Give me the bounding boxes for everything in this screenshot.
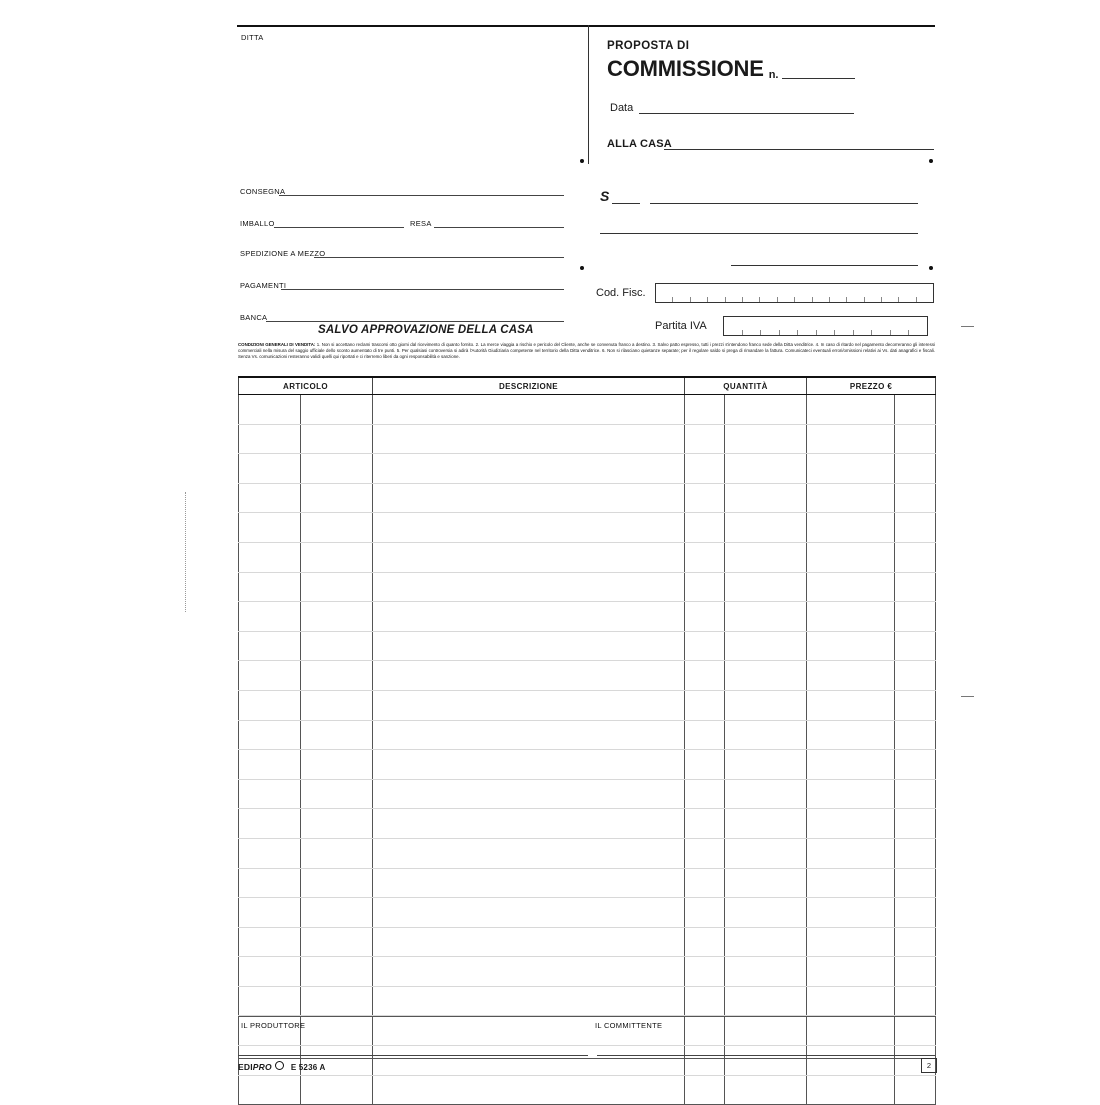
table-cell-prezzo[interactable] [807, 395, 895, 425]
table-cell-prezzo[interactable] [807, 690, 895, 720]
table-cell-quantita[interactable] [725, 513, 807, 543]
table-cell-quantita[interactable] [725, 395, 807, 425]
table-cell-prezzo-dec[interactable] [895, 690, 936, 720]
data-label: Data [610, 102, 634, 114]
table-cell-descrizione[interactable] [373, 542, 685, 572]
table-cell-quantita-unit[interactable] [685, 690, 725, 720]
table-cell-quantita-unit[interactable] [685, 957, 725, 987]
table-cell-descrizione[interactable] [373, 1075, 685, 1105]
table-cell-articolo-code[interactable] [239, 720, 301, 750]
table-cell-prezzo[interactable] [807, 750, 895, 780]
brand-circle-icon [275, 1061, 284, 1070]
table-cell-descrizione[interactable] [373, 927, 685, 957]
table-cell-prezzo-dec[interactable] [895, 898, 936, 928]
table-cell-prezzo[interactable] [807, 631, 895, 661]
brand-code: E 5236 A [290, 1063, 326, 1072]
alignment-tick-upper [961, 326, 974, 327]
alignment-tick-lower [961, 696, 974, 697]
table-cell-descrizione[interactable] [373, 661, 685, 691]
table-cell-quantita-unit[interactable] [685, 602, 725, 632]
salvo-approvazione-note: SALVO APPROVAZIONE DELLA CASA [318, 324, 534, 336]
table-cell-descrizione[interactable] [373, 690, 685, 720]
table-cell-quantita[interactable] [725, 661, 807, 691]
brand-edi-text: EDI [238, 1062, 253, 1072]
data-field[interactable] [639, 113, 854, 114]
brand-logo [238, 1061, 325, 1072]
punch-dot-top-left [580, 159, 584, 163]
table-cell-quantita[interactable] [725, 927, 807, 957]
table-cell-prezzo-dec[interactable] [895, 1016, 936, 1046]
table-cell-quantita-unit[interactable] [685, 424, 725, 454]
table-row[interactable] [239, 395, 936, 425]
resa-field[interactable] [434, 227, 564, 228]
table-row[interactable] [239, 868, 936, 898]
table-cell-prezzo[interactable] [807, 1016, 895, 1046]
table-cell-articolo[interactable] [301, 602, 373, 632]
table-cell-articolo-code[interactable] [239, 631, 301, 661]
table-cell-prezzo[interactable] [807, 1075, 895, 1105]
commissione-heading [607, 56, 778, 82]
punch-dot-mid-right [929, 266, 933, 270]
table-row[interactable] [239, 690, 936, 720]
table-cell-articolo-code[interactable] [239, 750, 301, 780]
table-cell-quantita-unit[interactable] [685, 661, 725, 691]
table-cell-articolo-code[interactable] [239, 483, 301, 513]
alla-casa-label: ALLA CASA [607, 138, 672, 150]
proposta-label: PROPOSTA DI [607, 40, 690, 52]
table-cell-prezzo-dec[interactable] [895, 868, 936, 898]
table-cell-quantita[interactable] [725, 690, 807, 720]
table-cell-articolo[interactable] [301, 631, 373, 661]
table-cell-quantita[interactable] [725, 454, 807, 484]
punch-dot-mid-left [580, 266, 584, 270]
table-cell-articolo-code[interactable] [239, 424, 301, 454]
spedizione-a-mezzo-field[interactable] [314, 257, 564, 258]
table-row[interactable] [239, 720, 936, 750]
table-cell-articolo[interactable] [301, 572, 373, 602]
imballo-field[interactable] [274, 227, 404, 228]
table-cell-articolo[interactable] [301, 1075, 373, 1105]
table-cell-quantita[interactable] [725, 986, 807, 1016]
alla-casa-field[interactable] [664, 149, 934, 150]
table-cell-descrizione[interactable] [373, 898, 685, 928]
table-row[interactable] [239, 661, 936, 691]
table-cell-prezzo[interactable] [807, 779, 895, 809]
table-cell-prezzo-dec[interactable] [895, 424, 936, 454]
table-cell-articolo[interactable] [301, 424, 373, 454]
table-cell-prezzo-dec[interactable] [895, 809, 936, 839]
signore-label: S [600, 188, 610, 204]
table-cell-descrizione[interactable] [373, 957, 685, 987]
table-cell-quantita-unit[interactable] [685, 1075, 725, 1105]
table-cell-descrizione[interactable] [373, 1046, 685, 1076]
produttore-signature-field[interactable] [238, 1055, 588, 1056]
table-cell-quantita[interactable] [725, 1075, 807, 1105]
table-row[interactable] [239, 483, 936, 513]
table-cell-prezzo-dec[interactable] [895, 750, 936, 780]
table-cell-descrizione[interactable] [373, 809, 685, 839]
header-frame [237, 25, 935, 165]
table-row[interactable] [239, 454, 936, 484]
table-cell-quantita-unit[interactable] [685, 838, 725, 868]
table-cell-articolo-code[interactable] [239, 690, 301, 720]
table-cell-quantita-unit[interactable] [685, 572, 725, 602]
resa-label: RESA [410, 219, 432, 228]
table-cell-articolo-code[interactable] [239, 838, 301, 868]
table-row[interactable] [239, 898, 936, 928]
table-cell-articolo-code[interactable] [239, 986, 301, 1016]
table-cell-quantita[interactable] [725, 483, 807, 513]
table-cell-quantita[interactable] [725, 572, 807, 602]
table-cell-prezzo[interactable] [807, 483, 895, 513]
table-cell-quantita[interactable] [725, 720, 807, 750]
table-cell-quantita[interactable] [725, 1046, 807, 1076]
table-cell-prezzo-dec[interactable] [895, 572, 936, 602]
column-header-quantita: QUANTITÀ [685, 377, 807, 395]
table-cell-prezzo-dec[interactable] [895, 483, 936, 513]
table-body [239, 395, 936, 1105]
table-cell-descrizione[interactable] [373, 424, 685, 454]
table-cell-articolo[interactable] [301, 690, 373, 720]
table-cell-articolo[interactable] [301, 395, 373, 425]
table-cell-articolo[interactable] [301, 898, 373, 928]
table-cell-articolo[interactable] [301, 838, 373, 868]
table-cell-quantita[interactable] [725, 957, 807, 987]
table-cell-quantita-unit[interactable] [685, 483, 725, 513]
table-cell-descrizione[interactable] [373, 631, 685, 661]
table-cell-quantita-unit[interactable] [685, 868, 725, 898]
table-cell-articolo[interactable] [301, 513, 373, 543]
partita-iva-label: Partita IVA [655, 320, 707, 332]
commissione-title: COMMISSIONE [607, 56, 764, 81]
table-cell-descrizione[interactable] [373, 750, 685, 780]
table-cell-prezzo[interactable] [807, 809, 895, 839]
table-cell-quantita-unit[interactable] [685, 720, 725, 750]
table-cell-quantita-unit[interactable] [685, 631, 725, 661]
address-line-2-field[interactable] [600, 233, 918, 234]
table-cell-prezzo-dec[interactable] [895, 1075, 936, 1105]
table-row[interactable] [239, 631, 936, 661]
pagamenti-label: PAGAMENTI [240, 281, 287, 290]
table-cell-quantita[interactable] [725, 424, 807, 454]
pagamenti-field[interactable] [281, 289, 564, 290]
cod-fisc-label: Cod. Fisc. [596, 287, 646, 299]
table-cell-quantita[interactable] [725, 750, 807, 780]
footer-bottom-rule [238, 1058, 935, 1059]
table-row[interactable] [239, 750, 936, 780]
table-cell-descrizione[interactable] [373, 838, 685, 868]
general-conditions-text [238, 342, 935, 361]
table-cell-prezzo-dec[interactable] [895, 986, 936, 1016]
table-cell-prezzo[interactable] [807, 661, 895, 691]
page-number-badge: 2 [921, 1058, 937, 1073]
table-cell-prezzo-dec[interactable] [895, 957, 936, 987]
table-cell-quantita-unit[interactable] [685, 779, 725, 809]
table-cell-descrizione[interactable] [373, 868, 685, 898]
table-cell-descrizione[interactable] [373, 483, 685, 513]
table-cell-quantita[interactable] [725, 631, 807, 661]
table-cell-prezzo-dec[interactable] [895, 661, 936, 691]
table-cell-articolo[interactable] [301, 661, 373, 691]
imballo-label: IMBALLO [240, 219, 275, 228]
table-cell-prezzo-dec[interactable] [895, 838, 936, 868]
table-cell-descrizione[interactable] [373, 779, 685, 809]
table-cell-quantita[interactable] [725, 542, 807, 572]
address-line-3-field[interactable] [731, 265, 918, 266]
column-header-descrizione: DESCRIZIONE [373, 377, 685, 395]
table-cell-quantita-unit[interactable] [685, 1046, 725, 1076]
table-cell-articolo-code[interactable] [239, 779, 301, 809]
table-cell-articolo-code[interactable] [239, 542, 301, 572]
table-cell-articolo[interactable] [301, 986, 373, 1016]
table-cell-articolo-code[interactable] [239, 602, 301, 632]
header-divider [588, 25, 589, 164]
table-cell-articolo-code[interactable] [239, 454, 301, 484]
address-line-1-field[interactable] [650, 203, 918, 204]
commissione-number-field[interactable] [782, 78, 855, 79]
table-cell-prezzo-dec[interactable] [895, 927, 936, 957]
table-cell-articolo-code[interactable] [239, 898, 301, 928]
table-cell-prezzo[interactable] [807, 868, 895, 898]
table-cell-quantita[interactable] [725, 809, 807, 839]
table-cell-prezzo-dec[interactable] [895, 542, 936, 572]
table-cell-descrizione[interactable] [373, 395, 685, 425]
table-cell-prezzo[interactable] [807, 986, 895, 1016]
table-cell-prezzo[interactable] [807, 454, 895, 484]
table-cell-quantita-unit[interactable] [685, 454, 725, 484]
table-cell-prezzo[interactable] [807, 572, 895, 602]
table-cell-prezzo-dec[interactable] [895, 454, 936, 484]
table-cell-descrizione[interactable] [373, 513, 685, 543]
items-table [238, 376, 935, 1105]
table-cell-prezzo[interactable] [807, 542, 895, 572]
table-cell-articolo[interactable] [301, 957, 373, 987]
consegna-label: CONSEGNA [240, 187, 286, 196]
table-cell-prezzo[interactable] [807, 838, 895, 868]
table-row[interactable] [239, 957, 936, 987]
table-cell-descrizione[interactable] [373, 454, 685, 484]
table-row[interactable] [239, 779, 936, 809]
table-cell-descrizione[interactable] [373, 986, 685, 1016]
table-cell-articolo[interactable] [301, 750, 373, 780]
table-row[interactable] [239, 1075, 936, 1105]
footer-divider [238, 1016, 935, 1017]
table-cell-articolo[interactable] [301, 483, 373, 513]
table-cell-articolo-code[interactable] [239, 868, 301, 898]
committente-signature-field[interactable] [597, 1055, 935, 1056]
table-cell-articolo[interactable] [301, 779, 373, 809]
table-row[interactable] [239, 838, 936, 868]
table-cell-articolo-code[interactable] [239, 957, 301, 987]
spedizione-a-mezzo-label: SPEDIZIONE A MEZZO [240, 249, 326, 258]
table-cell-prezzo[interactable] [807, 1046, 895, 1076]
table-cell-prezzo[interactable] [807, 602, 895, 632]
produttore-label: IL PRODUTTORE [241, 1021, 306, 1030]
table-cell-quantita[interactable] [725, 1016, 807, 1046]
table-cell-quantita-unit[interactable] [685, 898, 725, 928]
table-row[interactable] [239, 572, 936, 602]
table-cell-descrizione[interactable] [373, 720, 685, 750]
perforation-line [185, 492, 186, 612]
table-cell-quantita[interactable] [725, 868, 807, 898]
table-row[interactable] [239, 513, 936, 543]
table-cell-quantita[interactable] [725, 779, 807, 809]
table-cell-quantita-unit[interactable] [685, 513, 725, 543]
table-cell-articolo-code[interactable] [239, 513, 301, 543]
table-cell-articolo[interactable] [301, 454, 373, 484]
table-row[interactable] [239, 986, 936, 1016]
table-cell-prezzo[interactable] [807, 513, 895, 543]
table-cell-articolo-code[interactable] [239, 927, 301, 957]
banca-field[interactable] [266, 321, 564, 322]
table-cell-articolo[interactable] [301, 542, 373, 572]
signore-rule [612, 203, 640, 204]
table-row[interactable] [239, 927, 936, 957]
table-cell-quantita-unit[interactable] [685, 542, 725, 572]
table-cell-articolo[interactable] [301, 1016, 373, 1046]
ditta-label: DITTA [241, 33, 264, 42]
table-cell-prezzo-dec[interactable] [895, 602, 936, 632]
committente-label: IL COMMITTENTE [595, 1021, 663, 1030]
table-cell-articolo-code[interactable] [239, 661, 301, 691]
table-cell-quantita-unit[interactable] [685, 986, 725, 1016]
table-cell-quantita[interactable] [725, 602, 807, 632]
table-cell-prezzo[interactable] [807, 927, 895, 957]
table-cell-prezzo-dec[interactable] [895, 720, 936, 750]
table-cell-articolo[interactable] [301, 927, 373, 957]
general-conditions-heading: CONDIZIONI GENERALI DI VENDITA: [238, 342, 316, 347]
table-cell-articolo-code[interactable] [239, 572, 301, 602]
table-cell-articolo[interactable] [301, 720, 373, 750]
banca-label: BANCA [240, 313, 268, 322]
column-header-prezzo: PREZZO € [807, 377, 936, 395]
commissione-number-label: n. [768, 69, 779, 81]
table-cell-quantita-unit[interactable] [685, 927, 725, 957]
cod-fisc-field[interactable] [655, 283, 934, 303]
table-cell-prezzo[interactable] [807, 720, 895, 750]
table-cell-descrizione[interactable] [373, 572, 685, 602]
table-row[interactable] [239, 1046, 936, 1076]
table-row[interactable] [239, 424, 936, 454]
table-cell-quantita-unit[interactable] [685, 750, 725, 780]
table-cell-quantita-unit[interactable] [685, 395, 725, 425]
column-header-articolo: ARTICOLO [239, 377, 373, 395]
table-cell-quantita[interactable] [725, 838, 807, 868]
consegna-field[interactable] [279, 195, 564, 196]
table-row[interactable] [239, 602, 936, 632]
table-cell-prezzo-dec[interactable] [895, 779, 936, 809]
table-row[interactable] [239, 809, 936, 839]
table-header-row [239, 377, 936, 395]
table-row[interactable] [239, 542, 936, 572]
table-cell-prezzo-dec[interactable] [895, 513, 936, 543]
punch-dot-top-right [929, 159, 933, 163]
table-cell-articolo-code[interactable] [239, 395, 301, 425]
table-cell-articolo-code[interactable] [239, 1075, 301, 1105]
table-cell-articolo[interactable] [301, 809, 373, 839]
table-cell-quantita[interactable] [725, 898, 807, 928]
table-cell-quantita-unit[interactable] [685, 1016, 725, 1046]
partita-iva-field[interactable] [723, 316, 928, 336]
table-cell-prezzo-dec[interactable] [895, 395, 936, 425]
brand-pro-text: PRO [252, 1062, 272, 1072]
table-cell-descrizione[interactable] [373, 602, 685, 632]
table-cell-articolo[interactable] [301, 868, 373, 898]
table-cell-articolo-code[interactable] [239, 809, 301, 839]
table-row[interactable] [239, 1016, 936, 1046]
table-cell-prezzo[interactable] [807, 957, 895, 987]
table-cell-prezzo[interactable] [807, 424, 895, 454]
table-cell-quantita-unit[interactable] [685, 809, 725, 839]
table-cell-prezzo[interactable] [807, 898, 895, 928]
general-conditions-body: 1. Non si accettano reclami trascorsi otto giorni dal ricevimento di quanto fornito. 2. La merce viaggia a rischio e pericolo del Cliente, anche se convenuta franco a destino. 3. Salvo patto espresso, tutti i prezzi s'intendono franco sede della Ditta venditrice. 4. In caso di ritardo nel pagamento decorreranno gli interessi commerciali nella misura del saggio ufficiale dello sconto aumentato di tre punti. 5. Per qualsiasi controversia si adirà l'Autorità Giudiziaria competente nel territorio della Ditta venditrice. 6. Non si rilasciano quietanze separate; per il regolare saldo si prega di rimandare la fattura. Comunicateci eventuali errori/omissioni relativi ai Vs. dati anagrafici e fiscali. Senza Vs. comunicazioni resteranno validi quelli qui riportati e ci riterremo liberi da ogni responsabilità e sanzione. [238, 342, 935, 360]
table-cell-prezzo-dec[interactable] [895, 631, 936, 661]
